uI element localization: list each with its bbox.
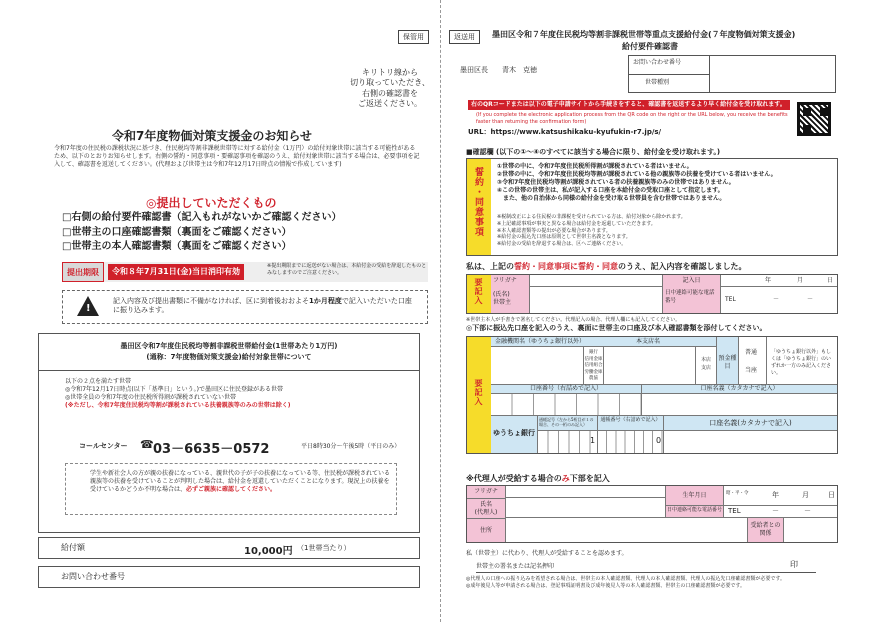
yucho-code-field[interactable]: 1 <box>537 431 597 453</box>
student-note: 学生や新社会人の方が親の扶養になっている、親世代の子が子の扶養になっている等、住民税が課税されている親族等の扶養を受けていることが判明した場合は、給付金を返還していただくことになります。現況上の扶養を受けているかどうか不明な場合は、必ずご親族に確認してください。 <box>90 470 391 494</box>
pledge-notes: ※税制改正による住民税の非課税を受けられている方は、給付対象から除かれます。 ※上記確認事項が事実と異なる場合は給付金を返還していただきます。 ※本人確認書類等の提出が必要な場合があります。 ※給付金の振込先口座は原則として世帯主名義となります。 ※給付金の受給を辞退する場合は、区へご連絡ください。 <box>497 214 686 247</box>
call-label: コールセンター <box>79 442 128 450</box>
copy-tag: 保管用 <box>398 30 429 44</box>
proxy-heading: ※代理人が受給する場合のみ下部を記入 <box>466 474 610 483</box>
seal-line-label: 世帯主の署名または記名押印 <box>476 563 555 570</box>
inquiry-label: お問い合わせ番号 <box>61 572 125 581</box>
req-label: 要記入 <box>474 278 483 305</box>
target-subtitle: (通称：7年度物価対策支援金)給付対象世帯について <box>146 353 312 361</box>
phone-field[interactable]: TEL － － <box>720 287 837 313</box>
seal-mark: 印 <box>790 560 798 569</box>
date-field[interactable]: 年 月 日 <box>720 275 837 287</box>
bank-choose-note: 「ゆうちょ銀行以外」もしくは「ゆうちょ銀行」のいずれか一方のみ記入ください。 <box>766 337 837 385</box>
target-title: 墨田区令和7年度住民税均等割非課税世帯給付金(1世帯あたり1万円) <box>120 342 338 350</box>
bank-name-field[interactable] <box>491 347 583 385</box>
signer-statement: 私は、上記の誓約・同意事項に誓約・同意のうえ、記入内容を確認しました。 <box>466 262 747 271</box>
proxy-form: フリガナ 氏名 (代理人) 住所 生年月日 日中連絡可能な電話番号 昭・平・令 年 月 日 TEL － － 受給者との関係 <box>466 485 838 543</box>
branch-name-field[interactable] <box>603 347 695 385</box>
deadline-value: 令和８年7月31日(金)当日消印有効 <box>108 264 244 280</box>
e-apply-notice <box>468 100 790 138</box>
bank-form: 要記入 金融機関名（ゆうちょ銀行以外） 本支店名 銀行 信用金庫 信用組合 労働金庫 農協 本店 支店 預金種目 普通 当座 「ゆうちょ銀行以外」もしくは「ゆうちょ銀行」のいずれか一方のみ記入ください。 口座番号（右詰めで記入） 口座名義（カタカナで記入） ゆうちょ銀行 通帳記号（左から5桁目が１の場合、その一桁のみ記入） 通帳番号（右詰めで記入） 口座名義(カタカナで記入) 1 0 <box>466 336 838 454</box>
pledge-list: ①世帯の中に、令和7年度住民税所得割が課税されている者はいません。 ②世帯の中に、令和7年度住民税均等割が課税されている他の親族等の扶養を受けている者はいません。 ③令和7年度住民税均等割が課税されている者の扶養親族等のみの世帯ではありません。 ④この世帯の世帯主は、私が記入する口座を本給付金の受取口座として指定します。 また、他の自治体から同様の給付金を受け取る世帯員を含む世帯ではありません。 <box>497 163 777 203</box>
proxy-address-field[interactable] <box>505 518 747 542</box>
target-box <box>38 333 420 533</box>
phone-icon: ☎ <box>140 438 154 451</box>
signature-line[interactable] <box>476 572 816 573</box>
yucho-label: ゆうちょ銀行 <box>491 416 537 453</box>
deadline-note: ※提出期限までに返送がない場合は、本給付金の受給を辞退したものとみなしますのでご注意ください。 <box>267 263 427 276</box>
form-title: 墨田区令和７年度住民税均等割非課税世帯等重点支援給付金(７年度物価対策支援金) <box>492 30 796 39</box>
warning-icon-mark: ! <box>86 303 91 314</box>
call-hours: 平日8時30分～午後5時（平日のみ） <box>301 443 401 450</box>
warning-text: 記入内容及び提出書類に不備がなければ、区に到着後おおよそ1か月程度で記入いただいた口座に振り込みます。 <box>113 297 412 315</box>
furigana-field[interactable] <box>529 275 662 287</box>
inquiry-box: お問い合わせ番号 世帯種別 <box>628 55 836 93</box>
inquiry-row <box>38 566 420 588</box>
submit-item-account: □世帯主の口座確認書類（裏面をご確認ください） <box>62 226 292 238</box>
qr-note: 右のQRコードまたは以下の電子申請サイトから手続きをすると、確認書を返送するより早く給付金を受け取れます。 <box>468 100 790 110</box>
return-tag: 返送用 <box>449 30 480 44</box>
pledge-box <box>466 158 838 256</box>
submit-item-form: □右側の給付要件確認書（記入もれがないかご確認ください） <box>62 212 342 223</box>
deadline-label: 提出期限 <box>62 262 104 282</box>
pledge-label: 誓約・同意事項 <box>473 167 483 237</box>
proxy-birth-field[interactable]: 昭・平・令 年 月 日 <box>723 486 837 506</box>
amount-unit: （1世帯当たり） <box>297 544 351 552</box>
yucho-number-field[interactable]: 0 <box>597 431 663 453</box>
qr-note-en: (If you complete the electronic application process from the QR code on the right or the URL below, you receive the benefits faster than returning the confirmation form) <box>476 112 788 125</box>
bank-heading: ◎下部に振込先口座を記入のうえ、裏面に世帯主の口座及び本人確認書類を添付してください。 <box>466 324 767 332</box>
submit-item-id: □世帯主の本人確認書類（裏面をご確認ください） <box>62 241 292 252</box>
submit-list <box>62 211 341 255</box>
call-number: 03－6635－0572 <box>153 442 270 457</box>
warning-box <box>62 290 428 324</box>
relation-field[interactable] <box>783 518 837 542</box>
footnotes: ◎代理人の口座への振り込みを希望される場合は、世帯主の本人確認書類、代理人の本人確認書類、代理人の振込先口座確認書類が必要です。 ◎成年後見人等が申請される場合は、登記事項証明書及び成年後見人等の本人確認書類、世帯主の口座確認書類が必要です。 <box>466 576 785 589</box>
submit-heading: ◎提出していただくもの <box>146 196 277 210</box>
deposit-type-field[interactable]: 普通 当座 <box>738 337 766 385</box>
page-title: 令和7年度物価対策支援金のお知らせ <box>112 129 312 143</box>
delegate-text: 私（世帯主）に代わり、代理人が受給することを認めます。 <box>466 550 628 557</box>
divider <box>39 370 419 371</box>
signer-form: 要記入 フリガナ (氏名) 世帯主 記入日 日中連絡可能な電話番号 年 月 日 TEL － － <box>466 274 838 314</box>
signer-note: ※世帯主本人が手書きで署名してください。代理記入の場合、代理人欄にも記入してください。 <box>466 317 681 323</box>
tear-note: キリトリ線から 切り取っていただき、 右側の確認書を ご返送ください。 <box>350 68 430 109</box>
account-holder-field[interactable] <box>641 394 837 416</box>
bank-kinds: 銀行 信用金庫 信用組合 労働金庫 農協 <box>583 347 603 385</box>
account-number-field[interactable] <box>491 394 641 416</box>
conditions: 以下の２点を満たす世帯 ◎令和7年12月17日時点(以下「基準日」という。)で墨田区に住民登録がある世帯 ◎世帯全員の令和7年度の住民税所得割が課税されていない世帯 (※ただし、令和7年度住民税均等割が課税されている扶養親族等のみの世帯は除く) <box>65 378 291 410</box>
form-subtitle: 給付要件確認書 <box>622 42 678 51</box>
mayor-name: 墨田区長 青木 克徳 <box>460 66 537 74</box>
confirm-heading: ■確認欄 (以下の①～④のすべてに該当する場合に限り、給付金を受け取れます。) <box>466 148 721 156</box>
amount-label: 給付額 <box>61 543 85 552</box>
qr-code-icon[interactable] <box>797 102 831 136</box>
cut-line <box>440 0 441 622</box>
proxy-phone-field[interactable]: TEL － － <box>723 506 837 518</box>
amount-value: 10,000円 <box>244 546 293 557</box>
proxy-name-field[interactable] <box>505 498 665 518</box>
deadline-row <box>62 262 428 282</box>
householder-name-field[interactable] <box>529 287 662 313</box>
student-note-box <box>65 463 397 515</box>
amount-row <box>38 537 420 559</box>
yucho-holder-field[interactable] <box>663 431 837 453</box>
proxy-furigana-field[interactable] <box>505 486 665 498</box>
apply-url[interactable]: URL：https://www.katsushikaku-kyufukin-r7.jp/s/ <box>468 128 662 137</box>
intro-text: 令和7年度の住民税の課税状況に基づき、住民税均等割非課税世帯等に対する給付金（1万円）の給付対象世帯に該当する可能性があるため、以下のとおりお知らせします。右側の誓約・同意事項・要確認事項を確認のうえ、給付対象世帯に該当する場合は、必要事項を記入して、確認書を返送してください。(代理および世帯主は令和7年12月17日時点の情報で作成しています) <box>54 145 420 169</box>
